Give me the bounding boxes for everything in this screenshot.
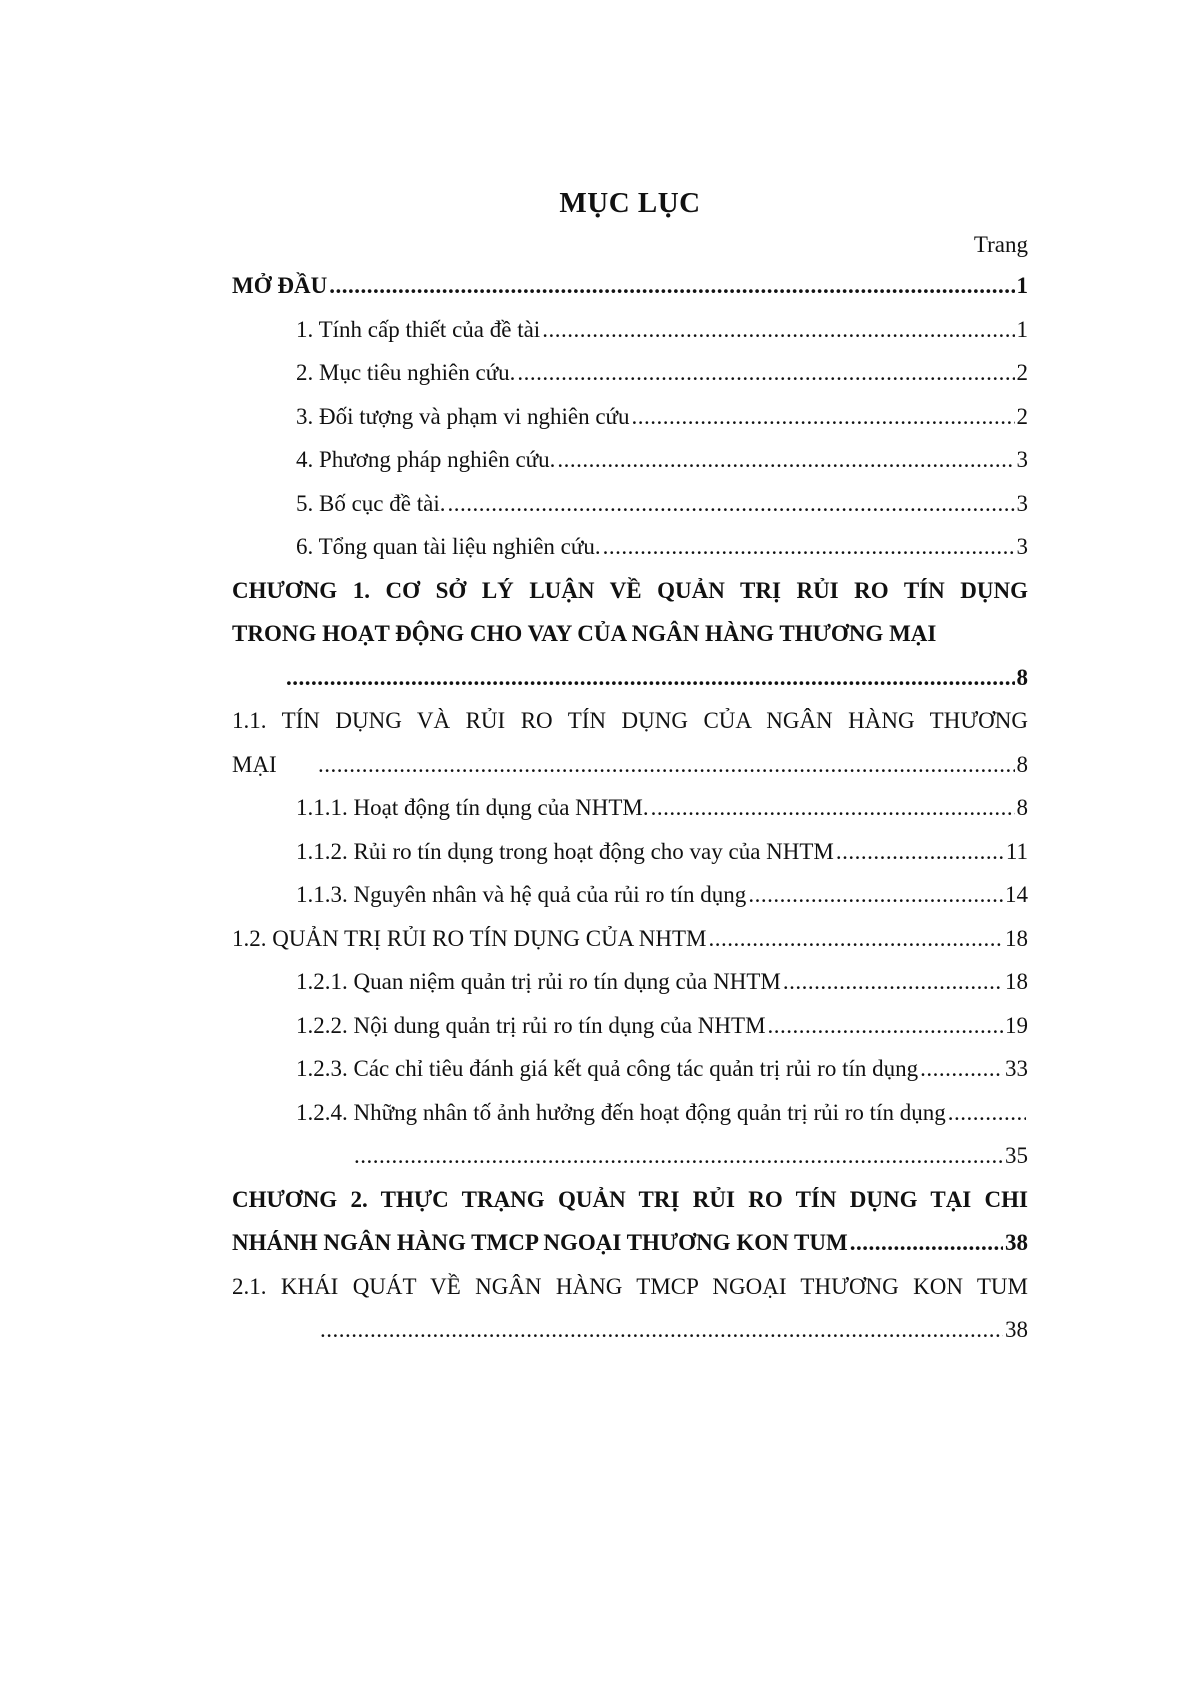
toc-page-number: 8 [1016, 664, 1028, 690]
toc-page-number: 1 [1016, 316, 1028, 342]
dot-leader [542, 308, 1014, 352]
toc-entry-section-1-2[interactable] [232, 917, 1028, 961]
toc-page-number: 1 [1016, 273, 1028, 298]
toc-entry-label: 5. Bố cục đề tài. [296, 490, 446, 516]
table-of-contents [232, 180, 1028, 1352]
toc-entry-label: 1.2. QUẢN TRỊ RỦI RO TÍN DỤNG CỦA NHTM [232, 925, 707, 951]
chapter-heading-line: CHƯƠNG 2. THỰC TRẠNG QUẢN TRỊ RỦI RO TÍN DỤNG TẠI CHI [232, 1186, 1028, 1212]
toc-entry-label: 1.1.1. Hoạt động tín dụng của NHTM. [296, 795, 649, 820]
toc-page-number: 3 [1016, 490, 1028, 516]
toc-entry[interactable] [232, 786, 1028, 830]
dot-leader [709, 917, 1004, 961]
dot-leader [748, 873, 1003, 917]
toc-entry-label: 6. Tổng quan tài liệu nghiên cứu. [296, 534, 601, 559]
toc-entry-label: MỞ ĐẦU [232, 273, 328, 298]
toc-page-number: 14 [1005, 882, 1028, 907]
toc-entry-label: 3. Đối tượng và phạm vi nghiên cứu [296, 403, 630, 429]
toc-entry-label: 1.1.3. Nguyên nhân và hệ quả của rủi ro tín dụng [296, 882, 747, 907]
dot-leader [603, 525, 1015, 569]
page-column-label: Trang [973, 232, 1028, 257]
dot-leader [768, 1004, 1003, 1048]
dot-leader [557, 438, 1014, 482]
toc-leader-row [232, 1221, 1028, 1265]
dot-leader [329, 264, 1014, 308]
dot-leader [632, 395, 1015, 439]
toc-entry[interactable] [232, 1047, 1028, 1091]
toc-page-number: 3 [1016, 447, 1028, 472]
toc-entry[interactable] [232, 525, 1028, 569]
dot-leader [354, 1134, 1003, 1178]
toc-page-number: 19 [1005, 1012, 1028, 1038]
toc-entry[interactable] [232, 482, 1028, 526]
toc-entry-chapter-2[interactable] [232, 1178, 1028, 1265]
chapter-heading-line: TRONG HOẠT ĐỘNG CHO VAY CỦA NGÂN HÀNG THƯƠNG MẠI [232, 621, 937, 646]
toc-entry[interactable] [232, 830, 1028, 874]
toc-page-number: 8 [1016, 795, 1028, 820]
toc-page-number: 38 [1005, 1230, 1028, 1255]
section-heading-line: 1.1. TÍN DỤNG VÀ RỦI RO TÍN DỤNG CỦA NGÂN HÀNG THƯƠNG [232, 708, 1028, 733]
toc-entry-label: 1.2.1. Quan niệm quản trị rủi ro tín dụng của NHTM [296, 969, 781, 994]
toc-leader-row [232, 743, 1028, 787]
dot-leader [836, 830, 1004, 874]
toc-entry-label: 1.1.2. Rủi ro tín dụng trong hoạt động cho vay của NHTM [296, 838, 834, 864]
toc-entry[interactable] [232, 308, 1028, 352]
dot-leader [286, 656, 1015, 700]
toc-entry-label: 4. Phương pháp nghiên cứu. [296, 447, 556, 472]
toc-leader-row [232, 1134, 1028, 1178]
dot-leader [783, 960, 1003, 1004]
toc-page-number: 38 [1005, 1317, 1028, 1342]
toc-leader-row [232, 656, 1028, 700]
toc-entry[interactable] [232, 873, 1028, 917]
dot-leader [318, 743, 1015, 787]
toc-page-number: 2 [1016, 360, 1028, 385]
toc-page-number: 33 [1005, 1056, 1028, 1081]
page-title: MỤC LỤC [559, 187, 701, 219]
dot-leader [920, 1047, 1003, 1091]
dot-leader [517, 351, 1014, 395]
toc-page-number: 2 [1016, 403, 1028, 429]
toc-page-number: 3 [1016, 534, 1028, 559]
dot-leader [850, 1221, 1003, 1265]
toc-leader-row [232, 1308, 1028, 1352]
toc-entry-section-1-1[interactable] [232, 699, 1028, 786]
toc-entry-intro[interactable] [232, 264, 1028, 308]
toc-entry-1-2-4[interactable] [232, 1091, 1028, 1178]
toc-entry[interactable] [232, 1004, 1028, 1048]
toc-page-number: 11 [1005, 838, 1028, 864]
toc-entry[interactable] [232, 351, 1028, 395]
toc-entry-label: 1. Tính cấp thiết của đề tài [296, 316, 541, 342]
chapter-heading-line: NHÁNH NGÂN HÀNG TMCP NGOẠI THƯƠNG KON TUM [232, 1230, 848, 1255]
toc-entry-label: 1.2.4. Những nhân tố ảnh hưởng đến hoạt động quản trị rủi ro tín dụng [296, 1099, 946, 1125]
section-heading-line: MẠI [232, 751, 277, 777]
toc-page-number: 35 [1005, 1143, 1028, 1168]
toc-entry[interactable] [232, 960, 1028, 1004]
toc-page-number: 18 [1005, 969, 1028, 994]
toc-entry-label: 2. Mục tiêu nghiên cứu. [296, 360, 516, 385]
dot-leader [651, 786, 1015, 830]
toc-entry-section-2-1[interactable] [232, 1265, 1028, 1352]
toc-entry-label: 1.2.2. Nội dung quản trị rủi ro tín dụng của NHTM [296, 1012, 766, 1038]
dot-leader [948, 1091, 1026, 1135]
toc-page-number: 18 [1005, 925, 1028, 951]
dot-leader [320, 1308, 1003, 1352]
toc-entry-label: 1.2.3. Các chỉ tiêu đánh giá kết quả công tác quản trị rủi ro tín dụng [296, 1056, 919, 1081]
section-heading-line: 2.1. KHÁI QUÁT VỀ NGÂN HÀNG TMCP NGOẠI THƯƠNG KON TUM [232, 1273, 1028, 1299]
dot-leader [447, 482, 1014, 526]
toc-entry-chapter-1[interactable] [232, 569, 1028, 700]
toc-page-number: 8 [1016, 751, 1028, 777]
toc-entry[interactable] [232, 438, 1028, 482]
chapter-heading-line: CHƯƠNG 1. CƠ SỞ LÝ LUẬN VỀ QUẢN TRỊ RỦI RO TÍN DỤNG [232, 577, 1028, 603]
toc-entry-line [232, 1091, 1028, 1135]
toc-entry[interactable] [232, 395, 1028, 439]
